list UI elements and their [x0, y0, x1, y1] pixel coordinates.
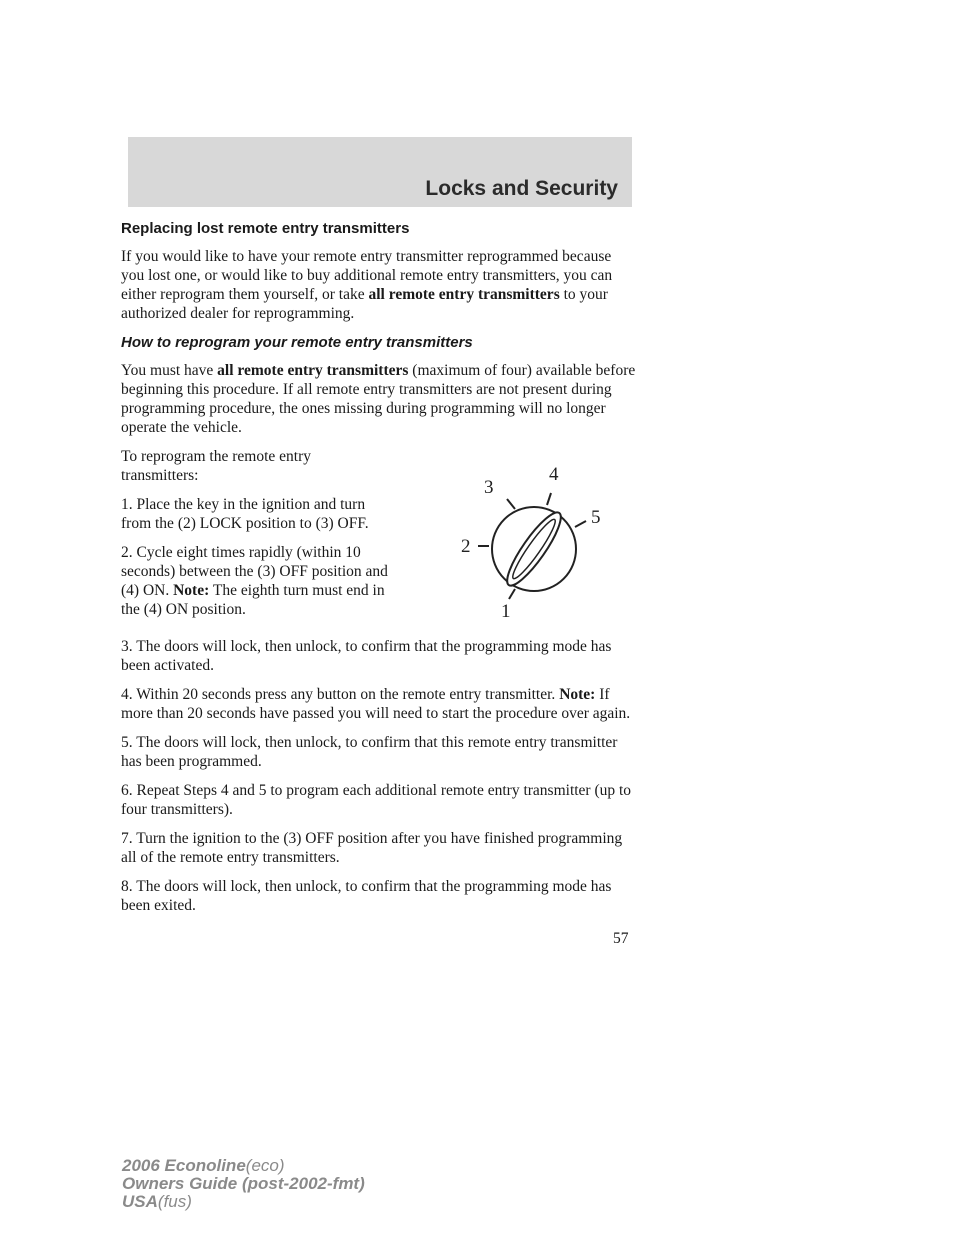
steps-with-diagram [121, 447, 637, 637]
tick-4 [547, 493, 551, 505]
footer-line-1: 2006 Econoline(eco) [122, 1156, 285, 1175]
position-label-5: 5 [591, 507, 601, 528]
step-2: 2. Cycle eight times rapidly (within 10 seconds) between the (3) OFF position and (4) ON. Note: The eighth turn must end in the (4) ON position. [121, 544, 388, 618]
header-band [128, 137, 632, 207]
footer-line-2: Owners Guide (post-2002-fmt) [122, 1174, 365, 1193]
steps-left-column [121, 447, 389, 637]
step-1: 1. Place the key in the ignition and turn from the (2) LOCK position to (3) OFF. [121, 496, 369, 532]
step-8: 8. The doors will lock, then unlock, to confirm that the programming mode has been exited. [121, 878, 612, 914]
tick-1 [509, 589, 515, 599]
position-label-2: 2 [461, 536, 471, 557]
step-4: 4. Within 20 seconds press any button on the remote entry transmitter. Note: If more than 20 seconds have passed you will need to start the procedure over again. [121, 686, 631, 722]
page-content [121, 219, 637, 925]
ignition-diagram-area [389, 447, 637, 637]
heading-how-to-reprogram: How to reprogram your remote entry transmitters [121, 334, 473, 351]
tick-5 [575, 521, 586, 527]
step-3: 3. The doors will lock, then unlock, to confirm that the programming mode has been activated. [121, 638, 612, 674]
page-number: 57 [613, 930, 629, 947]
key-slot [500, 507, 568, 592]
step-7: 7. Turn the ignition to the (3) OFF position after you have finished programming all of the remote entry transmitters. [121, 830, 623, 866]
heading-replacing-transmitters: Replacing lost remote entry transmitters [121, 220, 410, 237]
steps-intro: To reprogram the remote entry transmitters: [121, 448, 312, 484]
ignition-diagram [389, 447, 637, 632]
position-label-4: 4 [549, 464, 559, 485]
paragraph-must-have: You must have all remote entry transmitters (maximum of four) available before beginning this procedure. If all remote entry transmitters are not present during programming procedure, the ones missing during programming will no longer operate the vehicle. [121, 362, 636, 436]
paragraph-replacing: If you would like to have your remote entry transmitter reprogrammed because you lost one, or would like to buy additional remote entry transmitters, you can either reprogram them yourself, or take all remote entry transmitters to your authorized dealer for reprogramming. [121, 248, 613, 322]
section-title: Locks and Security [425, 177, 618, 200]
step-6: 6. Repeat Steps 4 and 5 to program each additional remote entry transmitter (up to four transmitters). [121, 782, 632, 818]
step-5: 5. The doors will lock, then unlock, to confirm that this remote entry transmitter has been programmed. [121, 734, 618, 770]
position-label-3: 3 [484, 477, 494, 498]
tick-3 [507, 499, 515, 509]
position-label-1: 1 [501, 601, 511, 622]
footer-line-3: USA(fus) [122, 1192, 192, 1211]
document-footer [122, 1157, 365, 1211]
